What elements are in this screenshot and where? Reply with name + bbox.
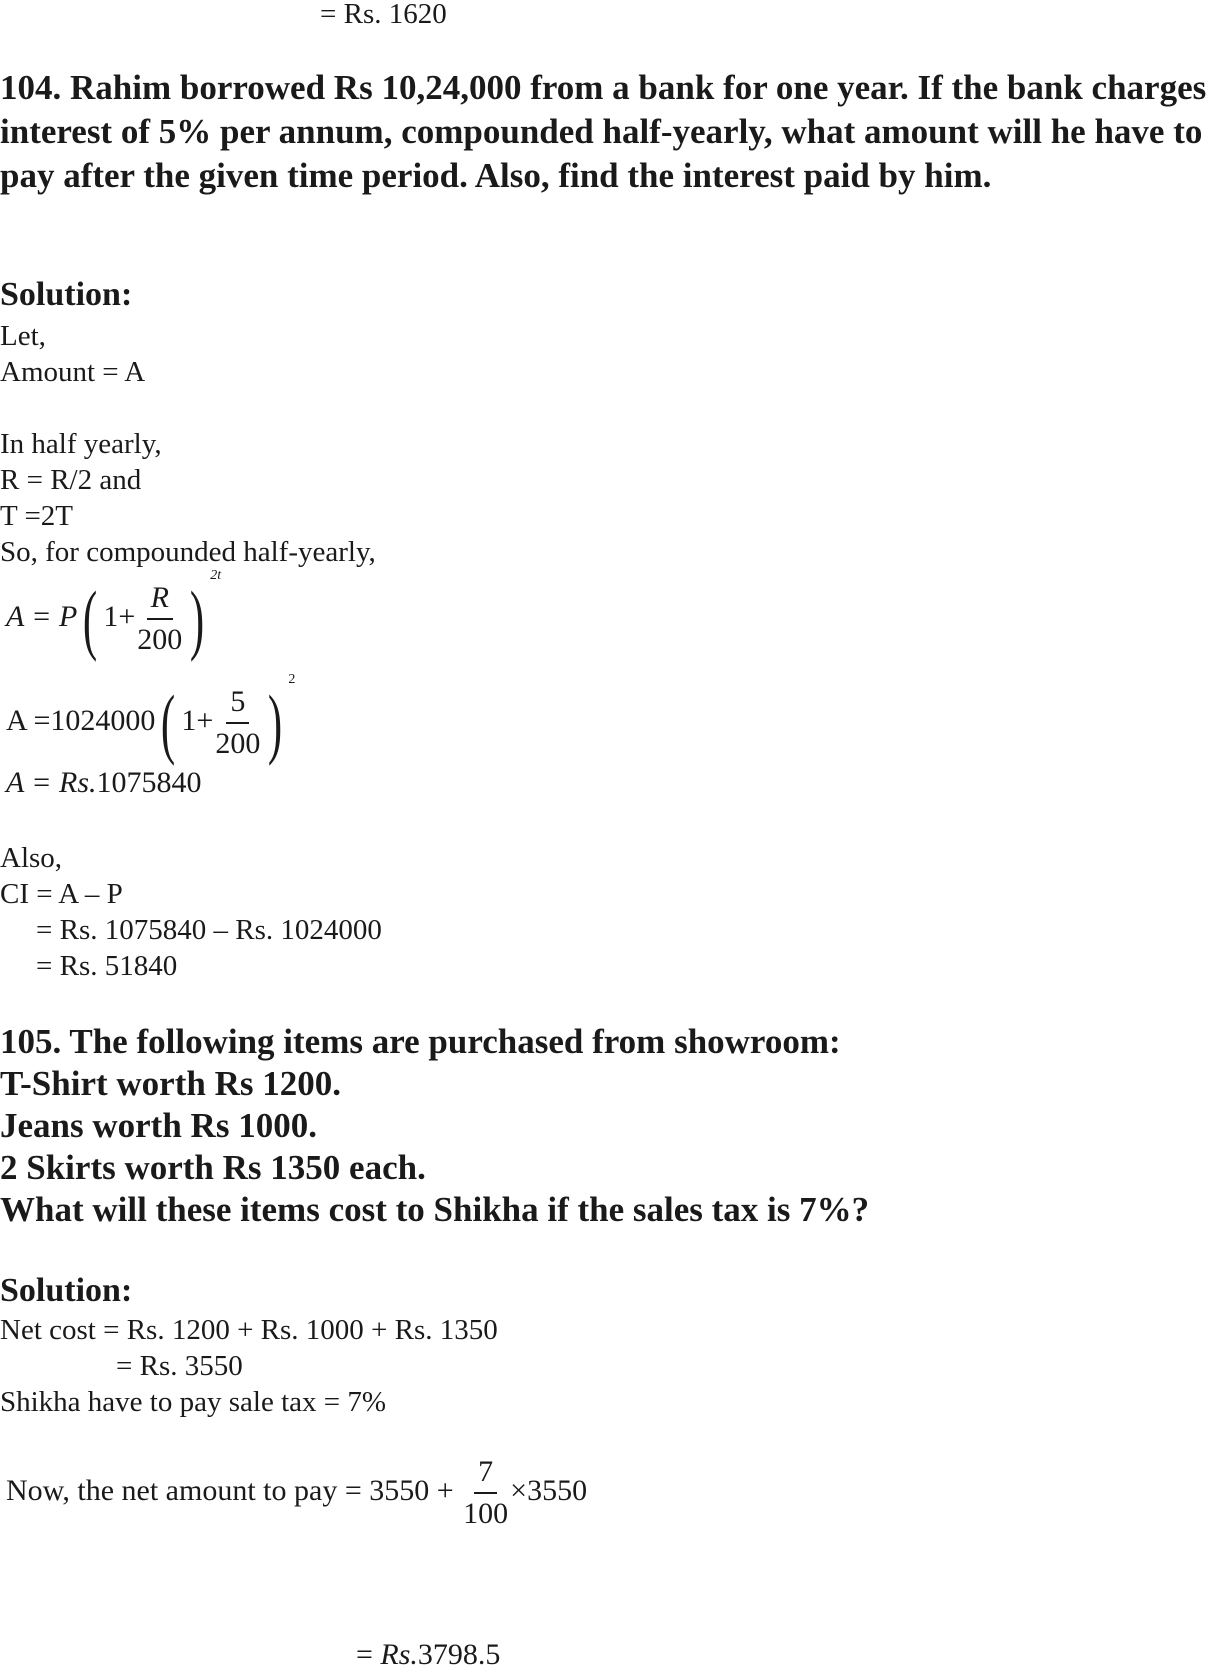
question-105-line-5: What will these items cost to Shikha if the sales tax is 7%?	[0, 1190, 870, 1229]
line-sales-tax: Shikha have to pay sale tax = 7%	[0, 1386, 387, 1418]
line-so: So, for compounded half-yearly,	[0, 536, 376, 568]
line-let: Let,	[0, 320, 46, 352]
line-net-cost-total: = Rs. 3550	[116, 1350, 243, 1382]
line-ci-calc: = Rs. 1075840 – Rs. 1024000	[36, 914, 382, 946]
solution-heading-104: Solution:	[0, 276, 133, 313]
question-105-line-2: T-Shirt worth Rs 1200.	[0, 1064, 341, 1103]
previous-result: = Rs. 1620	[320, 0, 447, 30]
solution-heading-105: Solution:	[0, 1272, 133, 1309]
question-105-line-4: 2 Skirts worth Rs 1350 each.	[0, 1148, 426, 1187]
line-half-yearly: In half yearly,	[0, 428, 162, 460]
formula-net-amount: Now, the net amount to pay = 3550 + $\frac{7}{100}$ ×3550	[6, 1452, 587, 1534]
line-ci: CI = A – P	[0, 878, 123, 910]
question-105-line-3: Jeans worth Rs 1000.	[0, 1106, 317, 1145]
formula-general: A = P( 1+ $\frac{R}{200}$ ) $^{2t}$	[6, 568, 222, 662]
question-105-line-1: 105. The following items are purchased from showroom:	[0, 1022, 841, 1061]
line-also: Also,	[0, 842, 63, 874]
line-net-cost: Net cost = Rs. 1200 + Rs. 1000 + Rs. 1350	[0, 1314, 498, 1346]
line-ci-result: = Rs. 51840	[36, 950, 178, 982]
line-amount: Amount = A	[0, 356, 146, 388]
line-time: T =2T	[0, 500, 74, 532]
line-rate: R = R/2 and	[0, 464, 142, 496]
question-104: 104. Rahim borrowed Rs 10,24,000 from a bank for one year. If the bank charges interest of 5% per annum, compounded half-yearly, what amount will he have to pay after the given time period. Also, find the interest paid by him.	[0, 68, 1207, 195]
formula-amount-result: A = Rs.1075840	[6, 766, 202, 799]
formula-net-result: = Rs.3798.5	[356, 1638, 501, 1671]
formula-substituted: A =1024000( 1+ $\frac{5}{200}$ ) $^2$	[6, 672, 296, 766]
